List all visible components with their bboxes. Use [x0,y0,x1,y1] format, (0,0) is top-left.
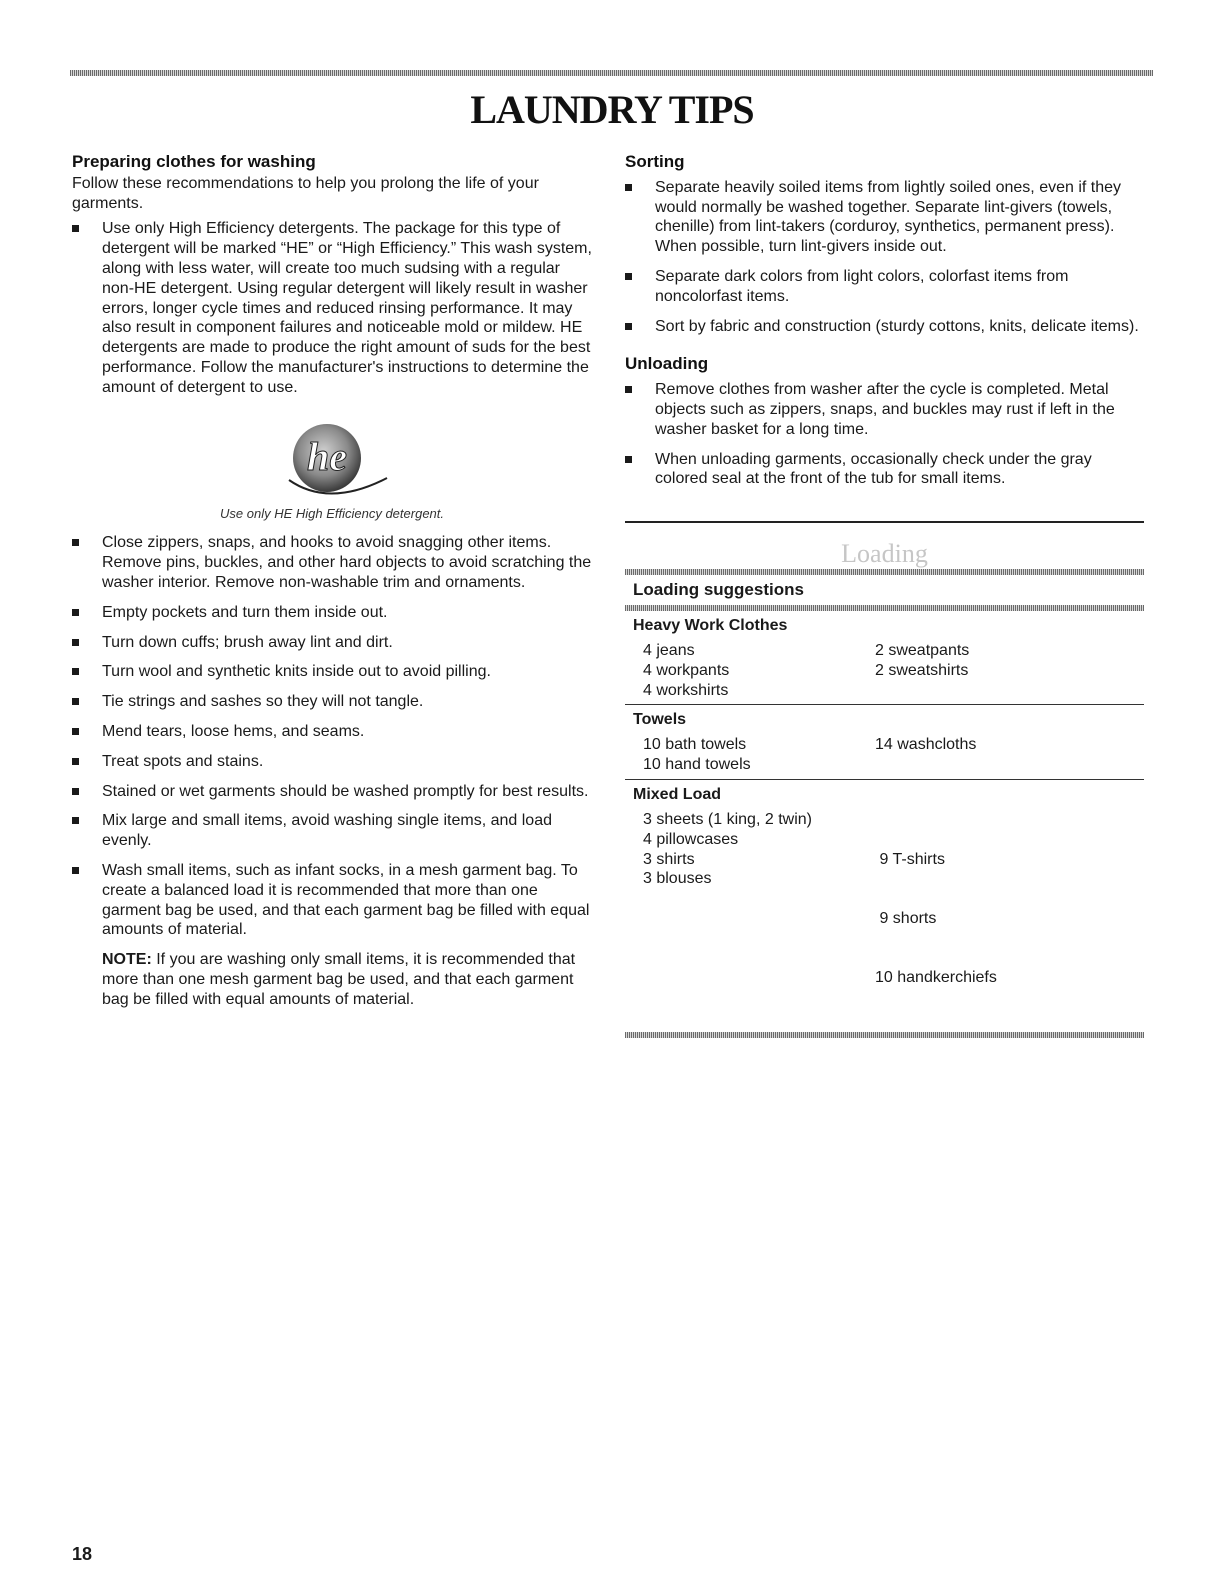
bullet-square-icon [72,728,79,735]
group-heading: Towels [633,711,687,729]
load-item: 4 workpants [643,661,730,679]
list-item: Separate dark colors from light colors, colorfast items from noncolorfast items. [625,267,1145,307]
bullet-square-icon [625,273,632,280]
top-hatch-rule [70,70,1153,76]
page-number: 18 [72,1544,93,1564]
load-item: 4 pillowcases [643,830,739,848]
list-item: Mix large and small items, avoid washing single items, and load evenly. [72,811,592,851]
preparing-heading: Preparing clothes for washing [72,152,316,171]
load-item: 9 shorts [875,909,937,927]
bullet-square-icon [72,788,79,795]
bullet-square-icon [72,758,79,765]
he-logo-block [72,408,592,498]
list-item: Tie strings and sashes so they will not tangle. [72,692,592,712]
group-heading: Heavy Work Clothes [633,617,788,634]
group-heading: Mixed Load [633,785,722,803]
unloading-heading: Unloading [625,354,709,374]
bullet-square-icon [72,817,79,824]
bullet-square-icon [72,668,79,675]
bullet-square-icon [72,539,79,546]
load-item: 3 blouses [643,870,712,888]
load-group-towels [625,704,1144,779]
loading-subtitle: Loading suggestions [633,580,804,599]
load-item: 10 hand towels [643,756,751,774]
sorting-heading: Sorting [625,152,685,171]
bullet-square-icon [72,609,79,616]
list-item: Wash small items, such as infant socks, in a mesh garment bag. To create a balanced load it is recommended that more than one garment bag be used, and that each garment bag be filled with equal amounts of material. [72,861,592,940]
list-item: Use only High Efficiency detergents. The package for this type of detergent will be marked “HE” or “High Efficiency.” This wash system, along with less water, will create too much sudsing with a regular non-HE detergent. Using regular detergent will likely result in washer errors, longer cycle times and reduced rinsing performance. It may also result in component failures and noticeable mold or mildew. HE detergents are made to produce the right amount of suds for the best performance. Follow the manufacturer's instructions to determine the amount of detergent to use. [72,219,592,397]
bullet-square-icon [72,867,79,874]
divider [625,521,1144,523]
preparing-he-list [72,219,592,397]
list-item: Remove clothes from washer after the cycle is completed. Metal objects such as zippers, snaps, and buckles may rust if left in the washer basket for a long time. [625,380,1145,439]
load-item: 4 workshirts [643,681,729,699]
hatch-rule [625,1032,1144,1038]
load-item: 2 sweatshirts [875,661,969,679]
list-item: Separate heavily soiled items from lightly soiled ones, even if they would normally be washed together. Separate lint-givers (towels, chenille) from lint-takers (corduroy, synthetics, permanent press). When possible, turn lint-givers inside out. [625,178,1145,257]
load-item: 3 shirts [643,850,695,868]
bullet-square-icon [625,386,632,393]
list-item: Treat spots and stains. [72,752,592,772]
load-group-mixed [625,779,1144,1032]
left-column [72,152,592,1010]
list-item: Sort by fabric and construction (sturdy cottons, knits, delicate items). [625,317,1145,337]
list-item: Close zippers, snaps, and hooks to avoid snagging other items. Remove pins, buckles, and other hard objects to avoid scratching the washer interior. Remove non-washable trim and ornaments. [72,533,592,592]
list-item: Stained or wet garments should be washed promptly for best results. [72,782,592,802]
load-item: 10 bath towels [643,736,747,754]
load-item: 4 jeans [643,642,695,659]
load-item: 10 handkerchiefs [875,969,997,987]
right-column [625,152,1145,489]
preparing-list [72,533,592,940]
loading-section [625,521,1144,1038]
preparing-intro: Follow these recommendations to help you prolong the life of your garments. [72,174,539,212]
bullet-square-icon [72,698,79,705]
page-title: LAUNDRY TIPS [470,87,754,132]
he-logo-caption: Use only HE High Efficiency detergent. [220,505,444,521]
load-group-heavy [625,611,1144,704]
load-item: 2 sweatpants [875,642,970,659]
note-paragraph [72,950,592,1009]
list-item: Turn wool and synthetic knits inside out to avoid pilling. [72,662,592,682]
load-item: 9 T-shirts [875,850,945,868]
note-label: NOTE: [102,951,152,969]
unloading-list [625,380,1145,489]
he-logo-text: he [307,433,347,479]
note-text: If you are washing only small items, it is recommended that more than one mesh garment bag be used, and that each garment bag be filled with equal amounts of material. [102,951,576,1008]
list-item: When unloading garments, occasionally check under the gray colored seal at the front of the tub for small items. [625,450,1145,490]
bullet-square-icon [625,184,632,191]
load-item: 3 sheets (1 king, 2 twin) [643,810,812,828]
he-logo-icon [279,418,389,502]
bullet-square-icon [625,323,632,330]
sorting-list [625,178,1145,337]
list-item: Mend tears, loose hems, and seams. [72,722,592,742]
load-item: 14 washcloths [875,736,977,754]
list-item: Turn down cuffs; brush away lint and dirt. [72,633,592,653]
bullet-square-icon [625,456,632,463]
list-item: Empty pockets and turn them inside out. [72,603,592,623]
bullet-square-icon [72,225,79,232]
loading-title: Loading [841,539,928,568]
bullet-square-icon [72,639,79,646]
